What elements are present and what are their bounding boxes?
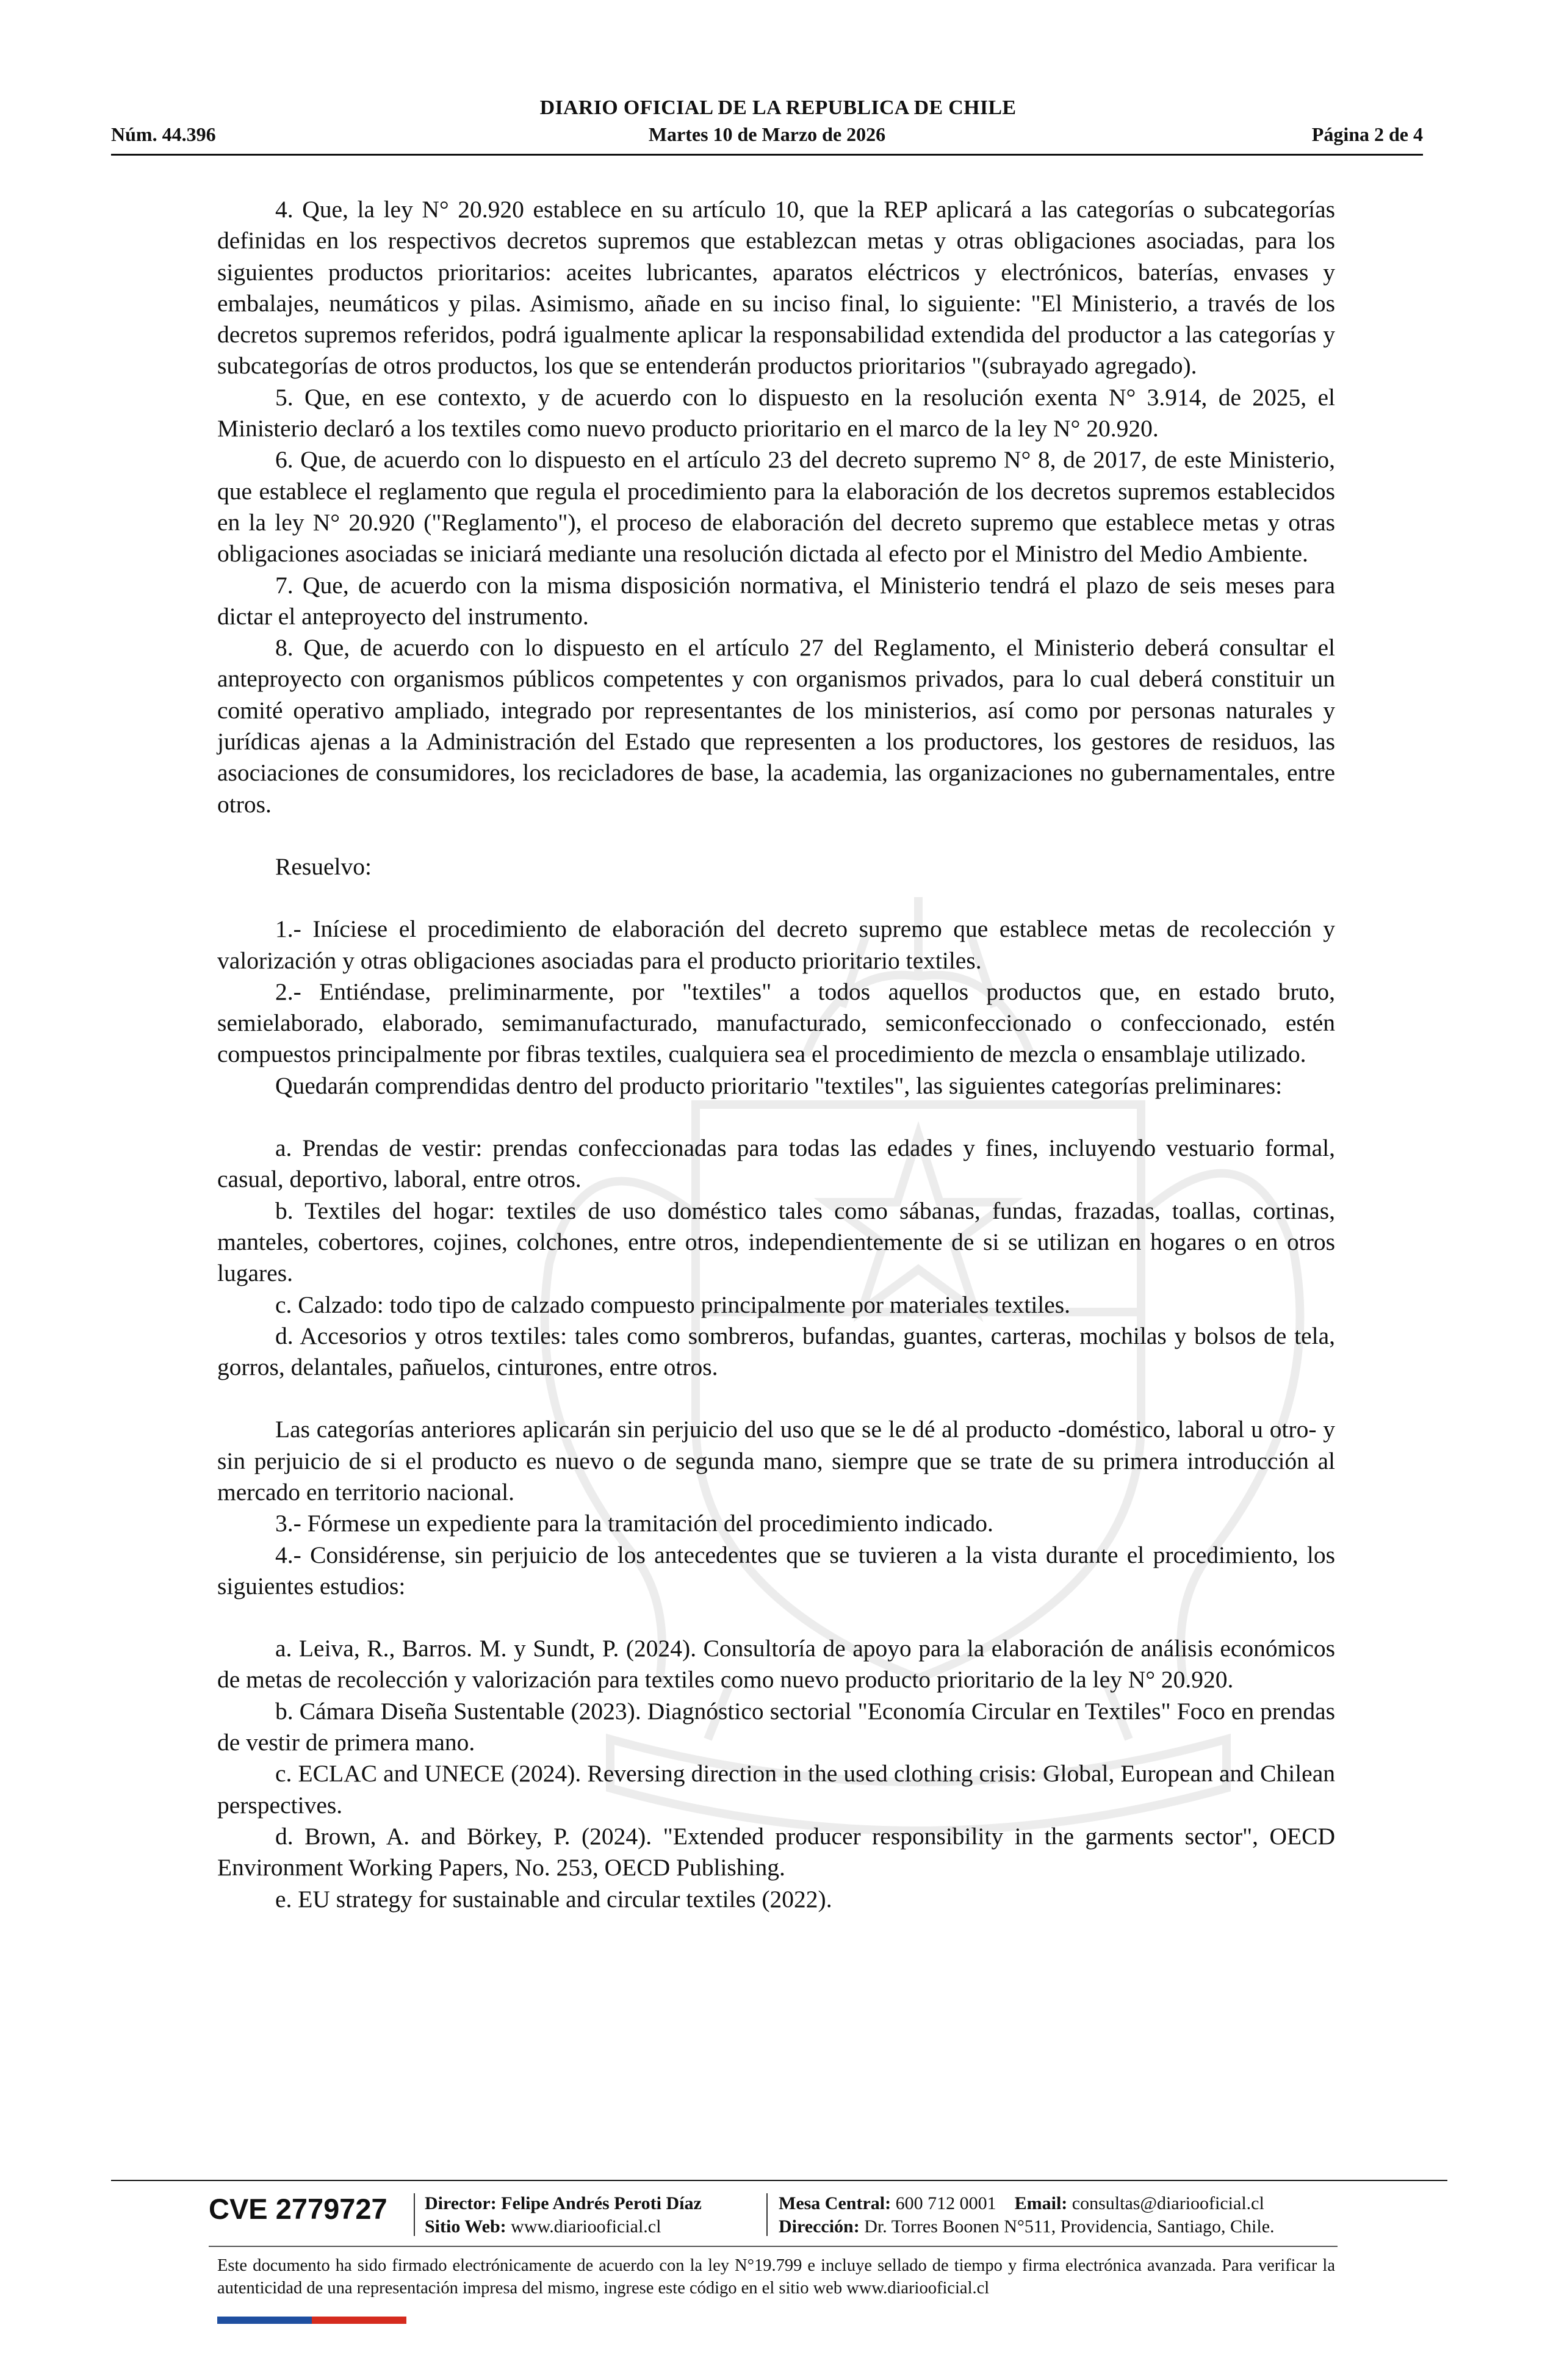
footer-separator [766,2193,768,2236]
study-c: c. ECLAC and UNECE (2024). Reversing direction in the used clothing crisis: Global, European and Chilean perspectives. [217,1760,1335,1819]
paragraph-resuelvo-4: 4.- Considérense, sin perjuicio de los antecedentes que se tuvieren a la vista durante el procedimiento, los siguientes estudios: [217,1541,1335,1599]
address: Dr. Torres Boonen N°511, Providencia, Santiago, Chile. [864,2216,1275,2237]
newspaper-title: DIARIO OFICIAL DE LA REPUBLICA DE CHILE [539,96,1017,119]
address-label: Dirección: [779,2216,860,2237]
footer-divider [111,2180,1447,2181]
paragraph-considerando-7: 7. Que, de acuerdo con la misma disposición normativa, el Ministerio tendrá el plazo de seis meses para dictar el anteproyecto del instrumento. [217,571,1335,630]
flag-red [312,2317,406,2324]
flag-stripe [217,2317,406,2324]
footer-separator [414,2193,415,2236]
paragraph-considerando-6: 6. Que, de acuerdo con lo dispuesto en el artículo 23 del decreto supremo N° 8, de 2017, de este Ministerio, que establece el reglamento que regula el procedimiento para la elaboración de los decretos supremos establecidos en la ley N° 20.920 ("Reglamento"), el proceso de elaboración del decreto supremo que establece metas y otras obligaciones asociadas se iniciará mediante una resolución dictada al efecto por el Ministro del Medio Ambiente. [217,446,1335,568]
signature-note: Este documento ha sido firmado electrónicamente de acuerdo con la ley N°19.799 e incluye sellado de tiempo y firma electrónica avanzada. Para verificar la autenticidad de una representación impresa del mismo, ingrese este código en el sitio web www.diariooficial.cl [217,2256,1335,2298]
director-label: Director: [425,2193,497,2213]
issue-number: Núm. 44.396 [111,123,216,145]
category-c: c. Calzado: todo tipo de calzado compuesto principalmente por materiales textiles. [275,1291,1071,1318]
study-b: b. Cámara Diseña Sustentable (2023). Diagnóstico sectorial "Economía Circular en Textiles" Foco en prendas de vestir de primera mano. [217,1697,1335,1756]
cve-code: CVE 2779727 [209,2193,387,2225]
header-row [111,123,1423,153]
email-link[interactable]: consultas@diariooficial.cl [1072,2193,1264,2213]
paragraph-categories-scope: Las categorías anteriores aplicarán sin perjuicio del uso que se le dé al producto -doméstico, laboral u otro- y sin perjuicio de si el producto es nuevo o de segunda mano, siempre que se trate de su primera introducción al mercado en territorio nacional. [217,1416,1335,1506]
category-d: d. Accesorios y otros textiles: tales como sombreros, bufandas, guantes, carteras, mochilas y bolsos de tela, gorros, delantales, pañuelos, cinturones, entre otros. [217,1322,1335,1381]
header-divider [111,154,1423,156]
category-b: b. Textiles del hogar: textiles de uso doméstico tales como sábanas, fundas, frazadas, toallas, cortinas, manteles, cobertores, cojines, colchones, entre otros, independientemente de si se utilizan en hogares o en otros lugares. [217,1197,1335,1287]
paragraph-considerando-5: 5. Que, en ese contexto, y de acuerdo con lo dispuesto en la resolución exenta N° 3.914, de 2025, el Ministerio declaró a los textiles como nuevo producto prioritario en el marco de la ley N° 20.920. [217,383,1335,442]
mesa-label: Mesa Central: [779,2193,891,2213]
flag-blue [217,2317,312,2324]
paragraph-resuelvo-1: 1.- Iníciese el procedimiento de elaboración del decreto supremo que establece metas de recolección y valorización y otras obligaciones asociadas para el producto prioritario textiles. [217,915,1335,974]
director-name: Felipe Andrés Peroti Díaz [501,2193,702,2213]
footer-divider-2 [209,2246,1338,2247]
study-a: a. Leiva, R., Barros. M. y Sundt, P. (2024). Consultoría de apoyo para la elaboración de análisis económicos de metas de recolección y valorización para textiles como nuevo producto prioritario de la ley N° 20.920. [217,1635,1335,1693]
resuelvo-heading: Resuelvo: [275,853,372,880]
paragraph-considerando-4: 4. Que, la ley N° 20.920 establece en su artículo 10, que la REP aplicará a las categorías o subcategorías definidas en los respectivos decretos supremos que establezcan metas y otras obligaciones asociadas, para los siguientes productos prioritarios: aceites lubricantes, aparatos eléctricos y electrónicos, baterías, envases y embalajes, neumáticos y pilas. Asimismo, añade en su inciso final, lo siguiente: "El Ministerio, a través de los decretos supremos referidos, podrá igualmente aplicar la responsabilidad extendida del productor a las categorías y subcategorías de otros productos, los que se entenderán productos prioritarios "(subrayado agregado). [217,196,1335,380]
paragraph-categories-intro: Quedarán comprendidas dentro del producto prioritario "textiles", las siguientes categorías preliminares: [275,1072,1283,1099]
footer-contact-block [779,2192,1275,2238]
category-a: a. Prendas de vestir: prendas confeccionadas para todas las edades y fines, incluyendo vestuario formal, casual, deportivo, laboral, entre otros. [217,1134,1335,1193]
site-link[interactable]: www.diariooficial.cl [511,2216,661,2237]
paragraph-resuelvo-2: 2.- Entiéndase, preliminarmente, por "textiles" a todos aquellos productos que, en estado bruto, semielaborado, elaborado, semimanufacturado, manufacturado, semiconfeccionado o confeccionado, estén compuestos principalmente por fibras textiles, cualquiera sea el procedimiento de mezcla o ensamblaje utilizado. [217,978,1335,1068]
document-body [217,194,1335,1915]
email-label: Email: [1014,2193,1068,2213]
study-d: d. Brown, A. and Börkey, P. (2024). "Extended producer responsibility in the garments sector", OECD Environment Working Papers, No. 253, OECD Publishing. [217,1822,1335,1881]
issue-date: Martes 10 de Marzo de 2026 [648,123,886,145]
study-e: e. EU strategy for sustainable and circular textiles (2022). [275,1885,832,1913]
paragraph-resuelvo-3: 3.- Fórmese un expediente para la tramitación del procedimiento indicado. [275,1510,993,1537]
page-number: Página 2 de 4 [1311,123,1423,145]
site-label: Sitio Web: [425,2216,506,2237]
mesa-phone: 600 712 0001 [895,2193,996,2213]
paragraph-considerando-8: 8. Que, de acuerdo con lo dispuesto en el artículo 27 del Reglamento, el Ministerio deberá consultar el anteproyecto con organismos públicos competentes y con organismos privados, para lo cual deberá constituir un comité operativo ampliado, integrado por representantes de los ministerios, así como por personas naturales y jurídicas ajenas a la Administración del Estado que representen a los productores, los gestores de residuos, las asociaciones de consumidores, los recicladores de base, la academia, las organizaciones no gubernamentales, entre otros. [217,634,1335,818]
footer-director-block [425,2192,702,2238]
